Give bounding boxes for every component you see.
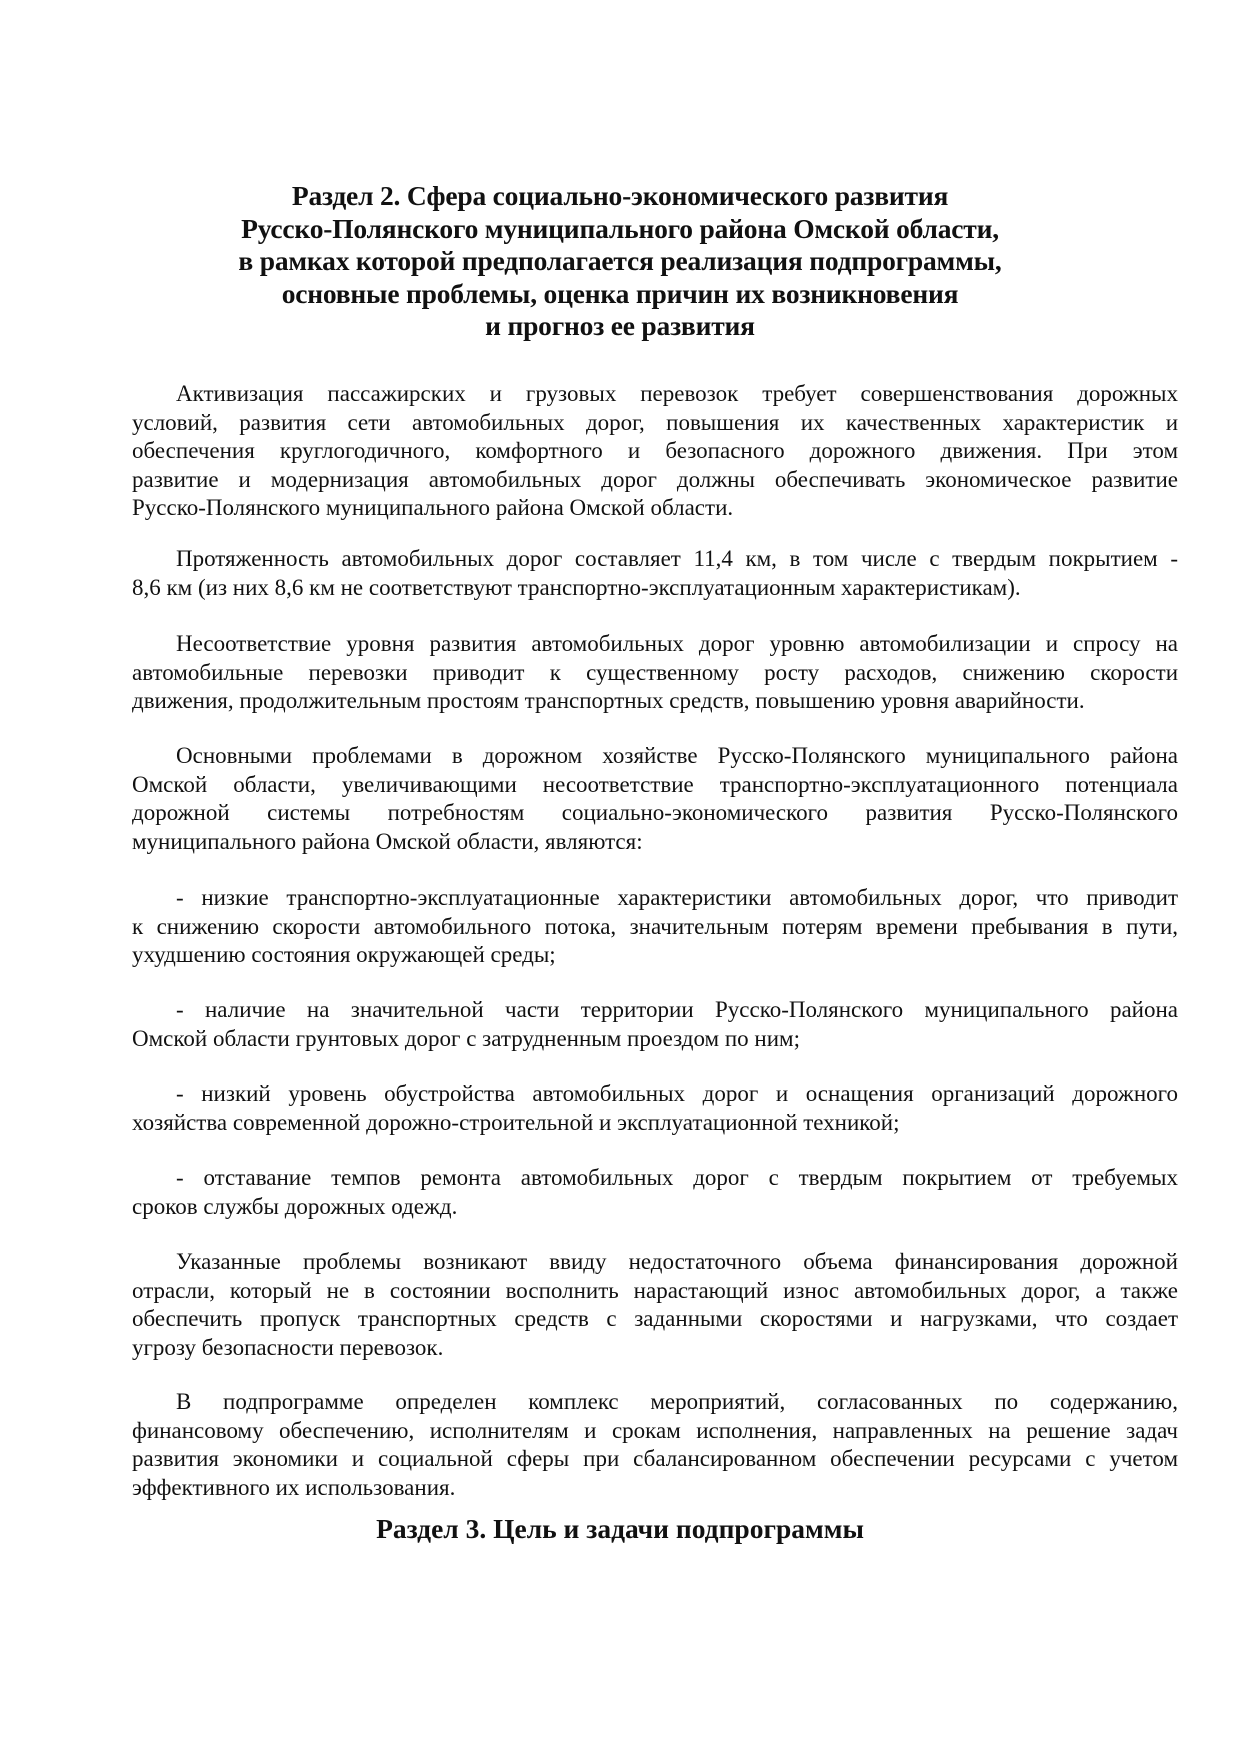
list-item-low-equipment [132, 1080, 1178, 1137]
paragraph-activation [132, 380, 1178, 523]
text-line: Несоответствие уровня развития автомобильных дорог уровню автомобилизации и спросу на [176, 631, 1178, 656]
text-line: муниципального района Омской области, являются: [132, 828, 643, 854]
heading-line: Русско-Полянского муниципального района Омской области, [241, 212, 999, 244]
list-item-repair-lag [132, 1164, 1178, 1221]
paragraph-road-length [132, 545, 1178, 602]
heading-line: основные проблемы, оценка причин их возникновения [281, 277, 959, 309]
text-line: движения, продолжительным простоям транспортных средств, повышению уровня аварийности. [132, 688, 1085, 713]
text-line: Омской области, увеличивающими несоответствие транспортно-эксплуатационного потенциала [132, 771, 1178, 797]
text-line: развития экономики и социальной сферы при сбалансированном обеспечении ресурсами с учетом [132, 1446, 1178, 1471]
text-line: эффективного их использования. [132, 1474, 456, 1500]
paragraph-main-problems [132, 742, 1178, 856]
section-3-heading: Раздел 3. Цель и задачи подпрограммы [376, 1513, 864, 1544]
paragraph-funding [132, 1248, 1178, 1362]
list-item-dirt-roads [132, 996, 1178, 1053]
text-line: Русско-Полянского муниципального района Омской области. [132, 495, 734, 520]
text-line: Протяженность автомобильных дорог составляет 11,4 км, в том числе с твердым покрытием - [176, 546, 1178, 571]
list-item-low-characteristics [132, 884, 1178, 970]
heading-line: Раздел 2. Сфера социально-экономического развития [291, 180, 949, 211]
text-line: автомобильные перевозки приводит к существенному росту расходов, снижению скорости [132, 659, 1178, 685]
text-line: ухудшению состояния окружающей среды; [132, 942, 556, 967]
text-line: - отставание темпов ремонта автомобильных дорог с твердым покрытием от требуемых [176, 1165, 1178, 1190]
text-line: Омской области грунтовых дорог с затрудненным проездом по ним; [132, 1025, 800, 1051]
text-line: В подпрограмме определен комплекс мероприятий, согласованных по содержанию, [176, 1389, 1178, 1414]
text-line: - наличие на значительной части территории Русско-Полянского муниципального района [176, 997, 1178, 1022]
heading-line: в рамках которой предполагается реализация подпрограммы, [238, 245, 1002, 276]
paragraph-subprogram-measures [132, 1388, 1178, 1502]
text-line: угрозу безопасности перевозок. [132, 1334, 444, 1360]
text-line: - низкие транспортно-эксплуатационные характеристики автомобильных дорог, что приводит [176, 885, 1178, 910]
text-line: Основными проблемами в дорожном хозяйстве Русско-Полянского муниципального района [176, 743, 1178, 768]
text-line: сроков службы дорожных одежд. [132, 1193, 458, 1219]
text-line: отрасли, который не в состоянии восполнить нарастающий износ автомобильных дорог, а также [132, 1277, 1178, 1303]
text-line: дорожной системы потребностям социально-экономического развития Русско-Полянского [132, 800, 1178, 825]
heading-line: и прогноз ее развития [485, 310, 755, 341]
text-line: обеспечить пропуск транспортных средств с заданными скоростями и нагрузками, что создает [132, 1306, 1178, 1331]
text-line: Активизация пассажирских и грузовых перевозок требует совершенствования дорожных [176, 381, 1178, 406]
text-line: развитие и модернизация автомобильных дорог должны обеспечивать экономическое развитие [132, 466, 1178, 492]
text-line: обеспечения круглогодичного, комфортного и безопасного дорожного движения. При этом [132, 438, 1178, 463]
section-2-heading [120, 180, 1120, 343]
text-line: условий, развития сети автомобильных дорог, повышения их качественных характеристик и [132, 409, 1178, 435]
text-line: хозяйства современной дорожно-строительной и эксплуатационной техникой; [132, 1109, 900, 1135]
text-line: - низкий уровень обустройства автомобильных дорог и оснащения организаций дорожного [176, 1081, 1178, 1106]
paragraph-mismatch [132, 630, 1178, 716]
text-line: финансовому обеспечению, исполнителям и срокам исполнения, направленных на решение задач [132, 1417, 1178, 1443]
text-line: Указанные проблемы возникают ввиду недостаточного объема финансирования дорожной [176, 1249, 1178, 1274]
text-line: 8,6 км (из них 8,6 км не соответствуют транспортно-эксплуатационным характеристикам). [132, 574, 1021, 600]
text-line: к снижению скорости автомобильного потока, значительным потерям времени пребывания в пути, [132, 913, 1178, 939]
